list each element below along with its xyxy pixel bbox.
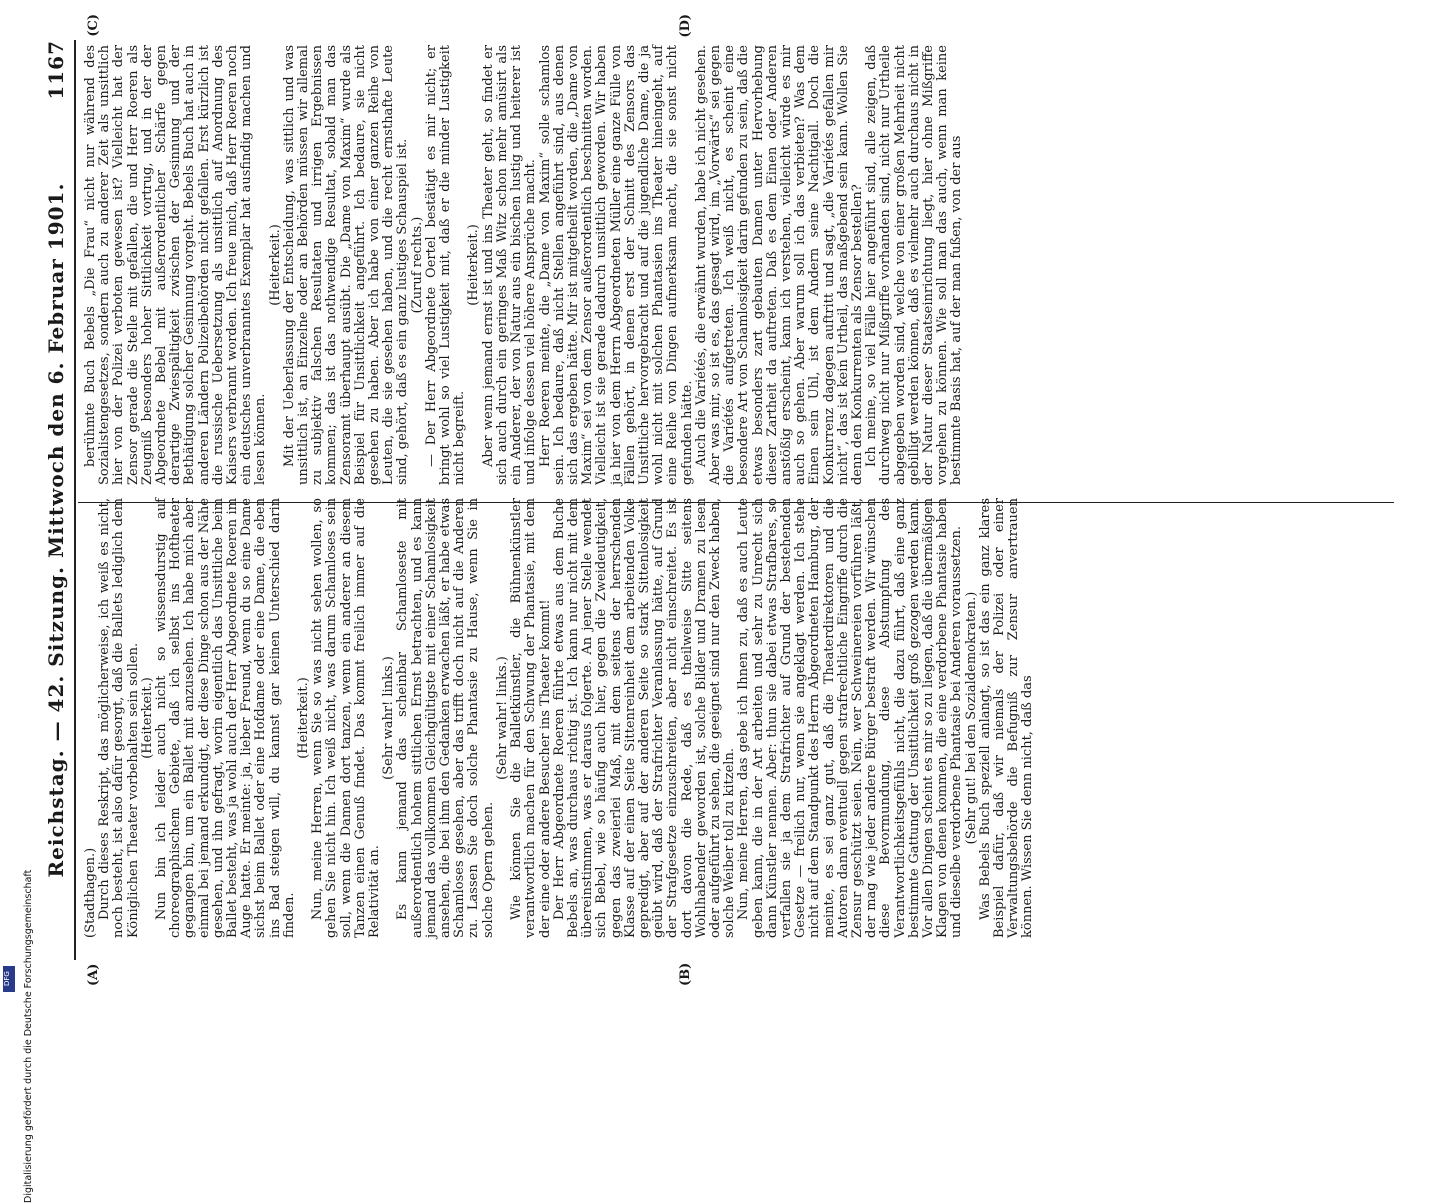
- paragraph: (Heiterkeit.): [139, 677, 155, 759]
- paragraph: Aber wenn jemand ernst ist und ins Theater geht, so findet er sich auch durch ein geringes Maß Witz schon mehr amüsirt als ein Anderer, der von Natur aus ein bischen lustig und heiterer ist und infolge dessen viel höhere Ansprüche macht.: [480, 45, 539, 485]
- page-header: [44, 40, 72, 960]
- paragraph: Mit der Ueberlassung der Entscheidung, was sittlich und was unsittlich ist, an Einzelne oder an Behörden müssen wir allemal zu subjektiv falschen Resultaten und irrigen Ergebnissen kommen; das ist das nothwendige Resultat, sobald man das Zensoramt überhaupt ausübt. Die „Dame von Maxim“ wurde als Beispiel für Unsittlichkeit angeführt. Ich bedaure, sie nicht gesehen zu haben. Aber ich habe von einer ganzen Reihe von Leuten, die sie gesehen haben, und die recht ernsthafte Leute sind, gehört, daß es ein ganz lustiges Schauspiel ist.: [281, 45, 411, 485]
- paragraph: Nun, meine Herren, das gebe ich Ihnen zu, daß es auch Leute geben kann, die in der Art arbeiten und sehr zu Unrecht sich dann Künstler nennen. Aber: thun sie dabei etwas Strafbares, so verfallen sie ja dem Strafrichter auf Grund der bestehenden Gesetze — freilich nur, wenn sie angeklagt werden. Ich stehe nicht auf dem Standpunkt des Herrn Abgeordneten Hamburg, der meinte, es sei ganz gut, daß die Theaterdirektoren und die Autoren dann eventuell gegen strafrechtliche Eingriffe durch die Zensur geschützt seien. Nein, wer Schweinereien vorführen läßt, der mag wie jeder andere Bürger bestraft werden. Wir wünschen diese Bevormundung, diese Abstumpfung des Verantwortlichkeitsgefühls nicht, die dazu führt, daß eine ganz bestimmte Gattung der Unsittlichkeit groß gezogen werden kann. Vor allen Dingen scheint es mir so zu liegen, daß die übermäßigen Klagen von denen kommen, die eine verdorbene Phantasie haben und dieselbe verdorbene Phantasie bei Anderen voraussetzen.: [736, 498, 965, 938]
- paragraph: Nun bin ich leider auch nicht so wissensdurstig auf choreographischem Gebiete, daß ich selbst ins Hoftheater gegangen bin, um ein Ballet mit anzusehen. Ich habe mich aber einmal bei jemand erkundigt, der diese Dinge schon aus der Nähe gesehen, und ihn gefragt, worin eigentlich das Unsittliche beim Ballet besteht, was ja wohl auch der Herr Abgeordnete Roeren im Auge hatte. Er meinte: ja, lieber Freund, wenn du so eine Dame sichst beim Ballet oder eine Hofdame oder eine Dame, die eben ins Bad steigen will, du kannst gar keinen Unterschied darin finden.: [154, 498, 297, 938]
- paragraph: Wie können Sie die Balletkünstler, die Bühnenkünstler verantwortlich machen für den Schwung der Phantasie, mit dem der eine oder andere Besucher ins Theater kommt!: [509, 498, 553, 938]
- paragraph: Ich meine, so viel Fälle hier angeführt sind, alle zeigen, daß durchweg nicht nur Mißgriffe vorhanden sind, nicht nur Urtheile abgegeben worden sind, welche von einer großen Mehrheit nicht gebilligt werden können, daß es vielmehr auch durchaus nicht in der Natur dieser Staatseinrichtung liegt, hier ohne Mißgriffe vorgehen zu können. Wie soll man das auch, wenn man keine bestimmte Basis hat, auf der man fußen, von der aus: [864, 45, 965, 485]
- funding-notice: Digitalisierung gefördert durch die Deutsche Forschungsgemeinschaft: [23, 869, 34, 1203]
- paragraph: Es kann jemand das scheinbar Schamloseste mit außerordentlich hohem sittlichen Ernst betrachten, und es kann jemand das vollkommen Gleichgültigste mit einer Schamlosigkeit ansehen, die bei ihm den Gedanken erwachen läßt, er habe etwas Schamloses gesehen, aber das trifft doch nicht auf die Anderen zu. Lassen Sie doch solche Phantasie zu Hause, wenn Sie in solche Opern gehen.: [395, 498, 496, 938]
- margin-mark-a: (A): [86, 963, 101, 986]
- margin-mark-d: (D): [678, 14, 693, 38]
- paragraph: Durch dieses Reskript, das möglicherweise, ich weiß es nicht, noch besteht, ist also dafür gesorgt, daß die Ballets lediglich dem Königlichen Theater vorbehalten sein sollen.: [97, 498, 141, 938]
- dfg-logo: DFG: [3, 966, 15, 992]
- header-title: Reichstag. — 42. Sitzung. Mittwoch den 6. Februar 1901.: [44, 182, 68, 878]
- paragraph: Herr Roeren meinte, die „Dame von Maxim“ solle schamlos sein. Ich bedaure, daß nicht Stellen angeführt sind, aus denen sich das ergeben hätte. Mir ist mitgetheilt worden, die „Dame von Maxim“ sei von dem Zensor außerordentlich beschnitten worden. Vielleicht ist sie gerade dadurch unsittlich geworden. Wir haben ja hier von dem Herrn Abgeordneten Müller eine ganze Fülle von Fällen gehört, in denen erst der Schnitt des Zensors das Unsittliche hervorgebracht und auf die jugendliche Dame, die ja wohl nicht mit solchen Phantasien ins Theater hineingeht, auf eine Reihe von Dingen aufmerksam macht, die sie sonst nicht gefunden hätte.: [537, 45, 695, 485]
- margin-mark-b: (B): [678, 962, 693, 986]
- margin-mark-c: (C): [86, 14, 101, 37]
- paragraph: (Heiterkeit.): [296, 677, 312, 759]
- header-rule: [74, 40, 76, 960]
- paragraph: (Stadthagen.): [83, 847, 98, 938]
- paragraph: (Zuruf rechts.): [409, 216, 425, 314]
- paragraph: Auch die Variétés, die erwähnt wurden, habe ich nicht gesehen. Aber was mir, so ist es, das gesagt wird, im „Vorwärts“ sei gegen die Variétés aufgetreten. Ich weiß nicht, es scheint eine besondere Art von Schamlosigkeit darin gefunden zu sein, daß die etwas besonders zart gebauten Damen unter Hervorhebung dieser Zartheit da auftreten. Daß es dem Einen oder Anderen anstößig erscheint, kann ich verstehen, vielleicht würde es mir auch so gehen. Aber warum soll ich das verbieten? Was dem Einen sein Uhl, ist dem Andern seine Nachtigall. Doch die Konkurrenz dagegen auftritt und sagt, „die Variétés gefallen mir nicht“, das ist kein Urtheil, das maßgebend sein kann. Wollen Sie denn den Konkurrenten als Zensor bestellen?: [693, 45, 865, 485]
- paragraph: (Heiterkeit.): [267, 224, 283, 306]
- paragraph: (Sehr wahr! links.): [381, 656, 397, 780]
- paragraph: (Sehr gut! bei den Sozialdemokraten.): [963, 591, 979, 845]
- paragraph: Was Bebels Buch speziell anlangt, so ist das ein ganz klares Beispiel dafür, daß wir niemals der Polizei oder einer Verwaltungsbehörde die Befugniß zur Zensur anvertrauen können. Wissen Sie denn nicht, daß das: [977, 498, 1036, 938]
- paragraph: Der Herr Abgeordnete Roeren führte etwas aus dem Buche Bebels an, was durchaus richtig ist. Ich kann nur nicht mit dem übereinstimmen, was er daraus folgerte. An jener Stelle wendet sich Bebel, wie so häufig auch hier, gegen die Zweideutigkeit, gegen das zweierlei Maß, mit dem seitens der herrschenden Klasse auf der einen Seite Sittenreinheit dem arbeitenden Volke gepredigt, aber auf der anderen Seite so stark Sittenlosigkeit geübt wird, daß der Strafrichter Veranlassung hätte, auf Grund der Strafgesetze einzuschreiten, aber nicht einschreitet. Es ist dort davon die Rede, daß es theilweise Sitte seitens Wohlhabender geworden ist, solche Bilder und Dramen zu lesen oder aufgeführt zu sehen, die geeignet sind nur den Zweck haben, solche Weiber toll zu kitzeln.: [551, 498, 738, 938]
- right-text-column: [84, 45, 965, 485]
- left-text-column: [84, 498, 1036, 938]
- paragraph: berühmte Buch Bebels „Die Frau“ nicht nur während des Sozialistengesetzes, sondern auch zu anderer Zeit als unsittlich hier von der Polizei verboten gewesen ist? Vielleicht hat der Zensor gerade die Stelle mit gefallen, die und Herr Roeren als Zeugniß besonders hoher Sittlichkeit vortrug, und in der der Abgeordnete Bebel mit außerordentlicher Schärfe gegen derartige Zwiespältigkeit zwischen der Gesinnung und der Bethätigung solcher Gesinnung vorgeht. Bebels Buch hat auch in anderen Ländern Polizeibehörden nicht gefallen. Erst kürzlich ist die russische Uebersetzung als unsittlich auf Anordnung des Kaisers verbrannt worden. Ich freue mich, daß Herr Roeren noch ein deutsches unverbranntes Exemplar hat ausfindig machen und lesen können.: [83, 45, 269, 485]
- paragraph: (Heiterkeit.): [466, 224, 482, 306]
- paragraph: — Der Herr Abgeordnete Oertel bestätigt es mir nicht; er bringt wohl so viel Lustigkeit mit, daß er die minder Lustigkeit nicht begreift.: [423, 45, 468, 485]
- paragraph: (Sehr wahr! links.): [494, 656, 510, 780]
- page-number: 1167: [44, 40, 68, 100]
- paragraph: Nun, meine Herren, wenn Sie so was nicht sehen wollen, so gehen Sie nicht hin. Ich weiß nicht, was darum Schamloses sein soll, wenn die Damen dort tanzen, wenn ein anderer an diesem Tanzen einen Genuß findet. Das kommt freilich immer auf die Relativität an.: [310, 498, 383, 938]
